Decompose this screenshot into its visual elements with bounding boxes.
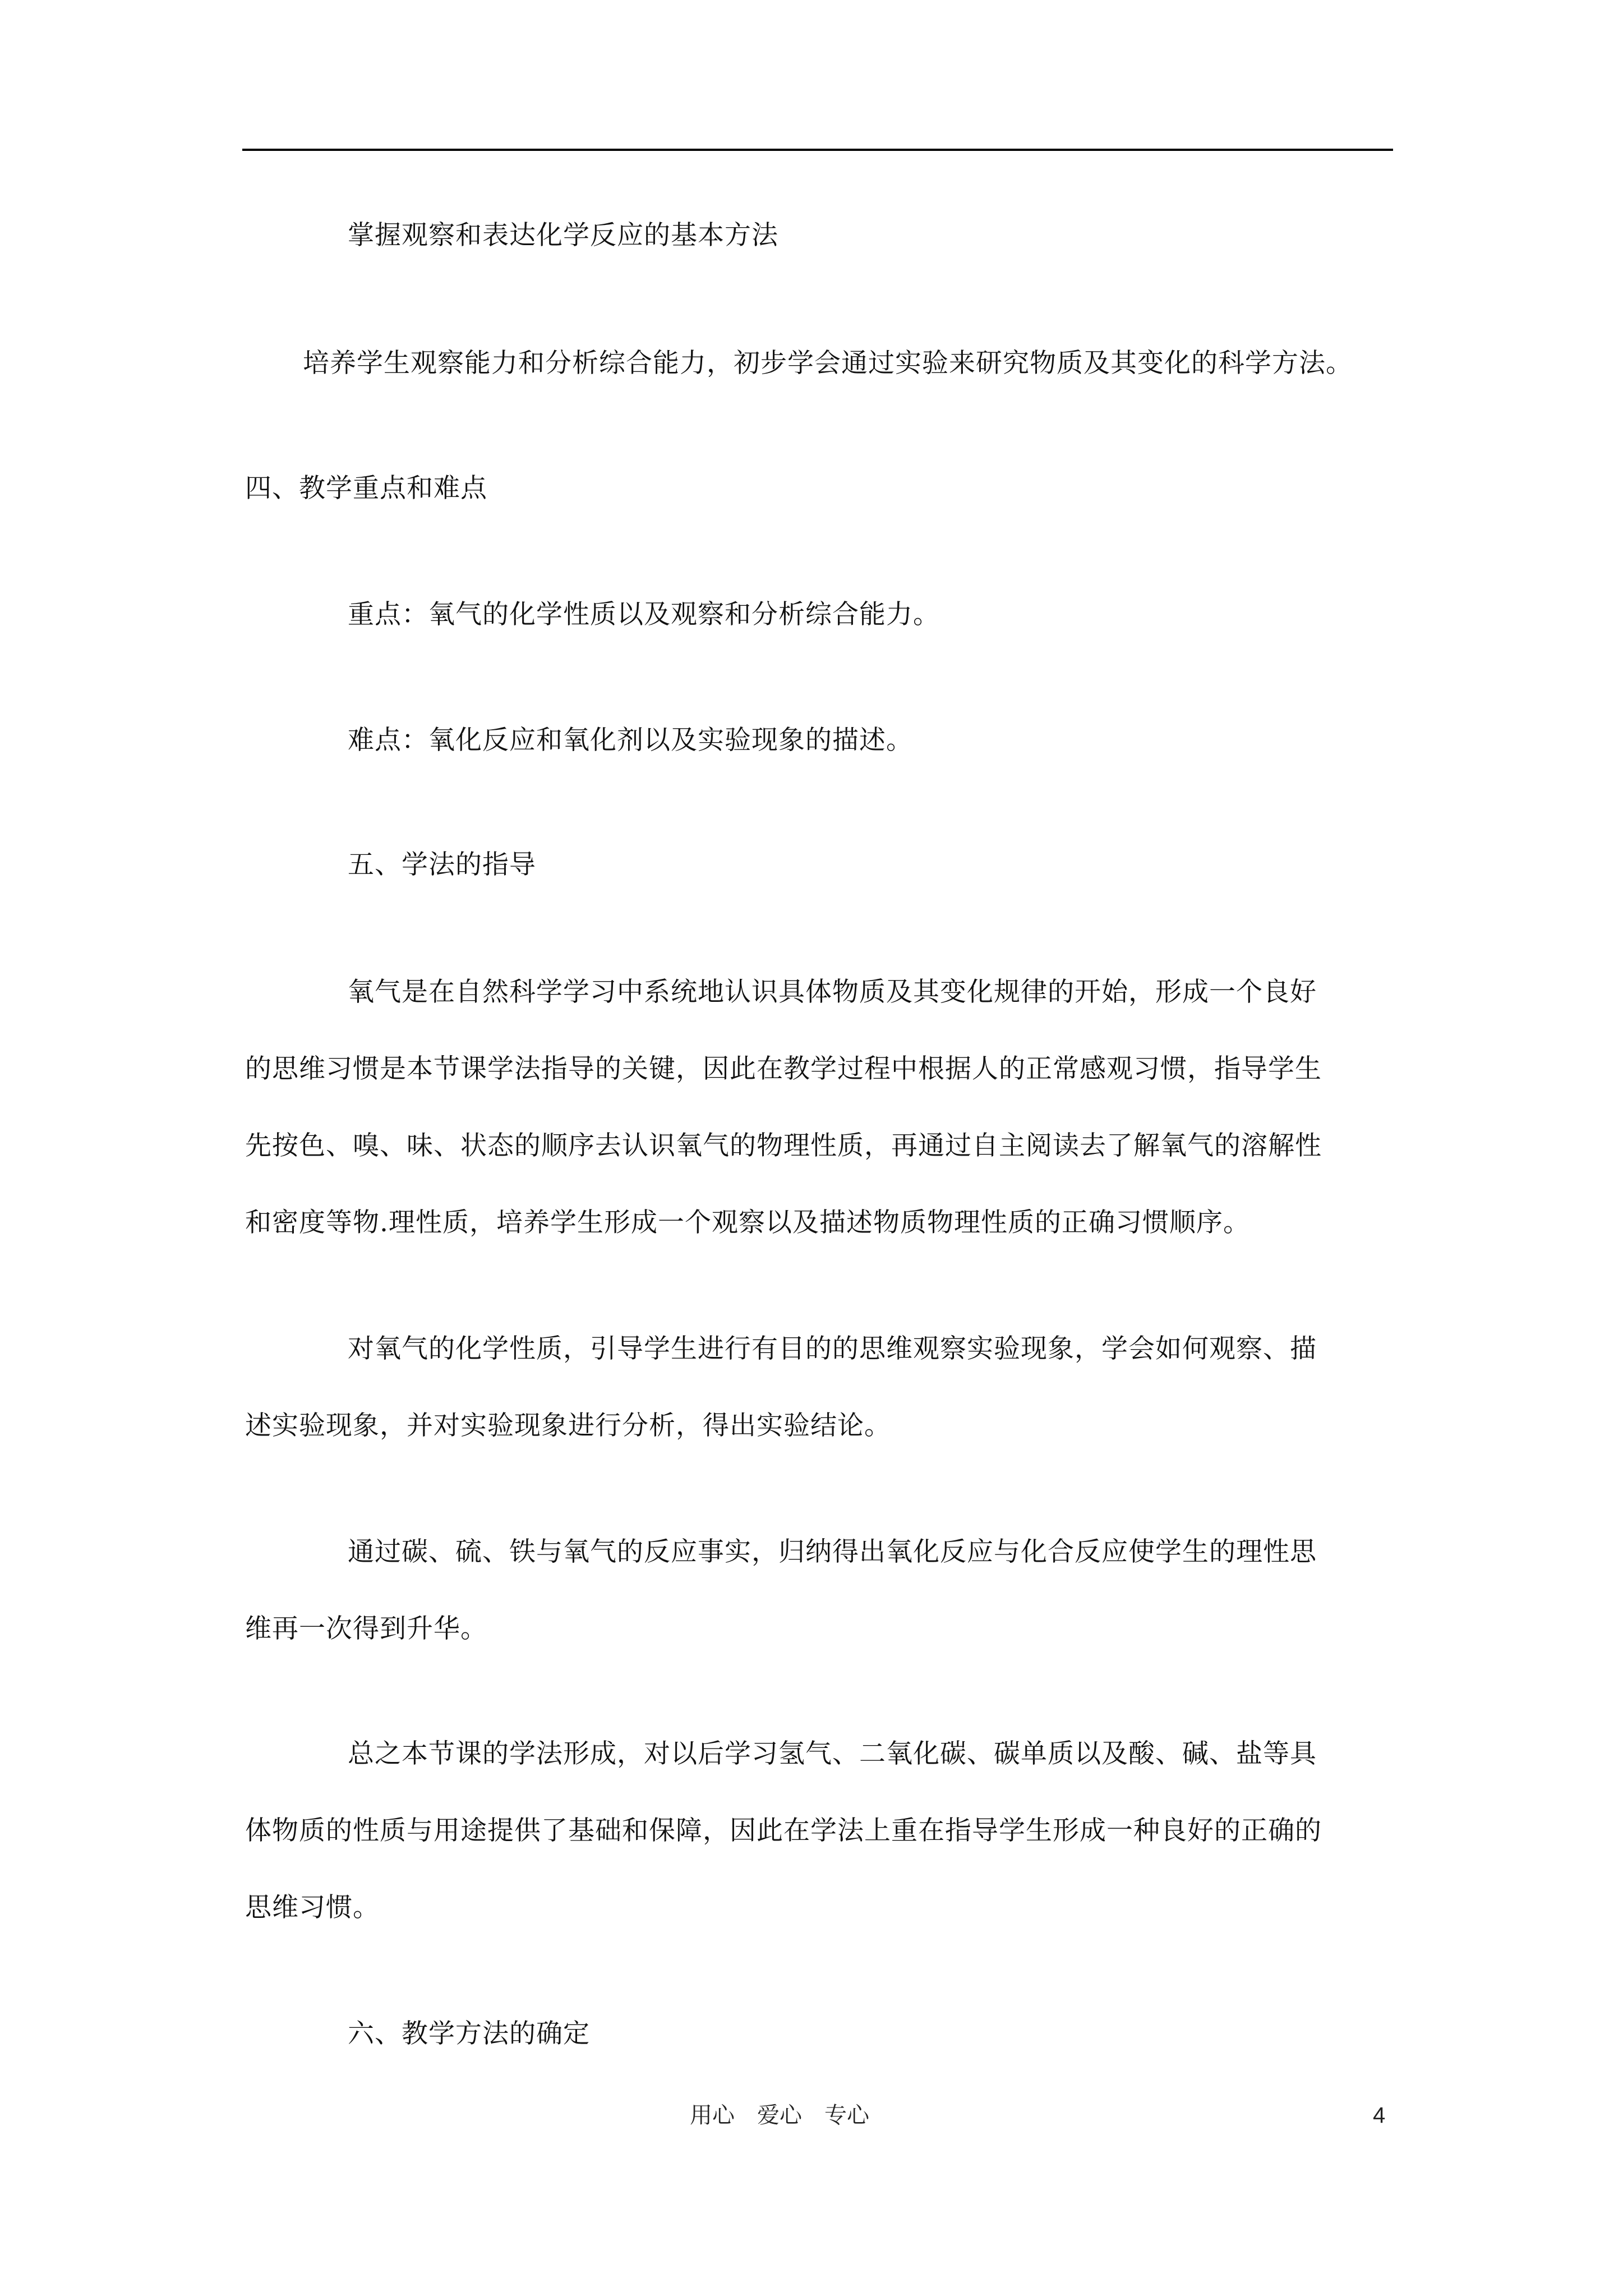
text-line: 和密度等物.理性质，培养学生形成一个观察以及描述物质物理性质的正确习惯顺序。 [245, 1207, 1250, 1238]
text-line: 总之本节课的学法形成，对以后学习氢气、二氧化碳、碳单质以及酸、碱、盐等具 [348, 1738, 1317, 1769]
section-heading: 五、学法的指导 [348, 849, 536, 880]
text-line: 维再一次得到升华。 [245, 1613, 487, 1644]
header-rule [242, 149, 1393, 151]
text-line: 的思维习惯是本节课学法指导的关键，因此在教学过程中根据人的正常感观习惯，指导学生 [245, 1053, 1322, 1084]
footer-motto: 用心 爱心 专心 [690, 2102, 869, 2128]
text-line: 体物质的性质与用途提供了基础和保障，因此在学法上重在指导学生形成一种良好的正确的 [245, 1815, 1322, 1846]
text-line: 思维习惯。 [245, 1892, 380, 1923]
section-heading: 四、教学重点和难点 [245, 473, 487, 504]
text-line: 先按色、嗅、味、状态的顺序去认识氧气的物理性质，再通过自主阅读去了解氧气的溶解性 [245, 1130, 1322, 1161]
text-line: 培养学生观察能力和分析综合能力，初步学会通过实验来研究物质及其变化的科学方法。 [303, 348, 1353, 379]
text-line: 氧气是在自然科学学习中系统地认识具体物质及其变化规律的开始，形成一个良好 [348, 977, 1317, 1007]
text-line: 通过碳、硫、铁与氧气的反应事实，归纳得出氧化反应与化合反应使学生的理性思 [348, 1536, 1317, 1567]
section-heading: 六、教学方法的确定 [348, 2018, 590, 2049]
text-line: 对氧气的化学性质，引导学生进行有目的的思维观察实验现象，学会如何观察、描 [348, 1333, 1317, 1364]
page-number: 4 [1373, 2103, 1386, 2128]
text-line: 掌握观察和表达化学反应的基本方法 [348, 220, 778, 251]
text-line: 重点：氧气的化学性质以及观察和分析综合能力。 [348, 599, 940, 630]
text-line: 难点：氧化反应和氧化剂以及实验现象的描述。 [348, 725, 913, 756]
text-line: 述实验现象，并对实验现象进行分析，得出实验结论。 [245, 1410, 891, 1441]
